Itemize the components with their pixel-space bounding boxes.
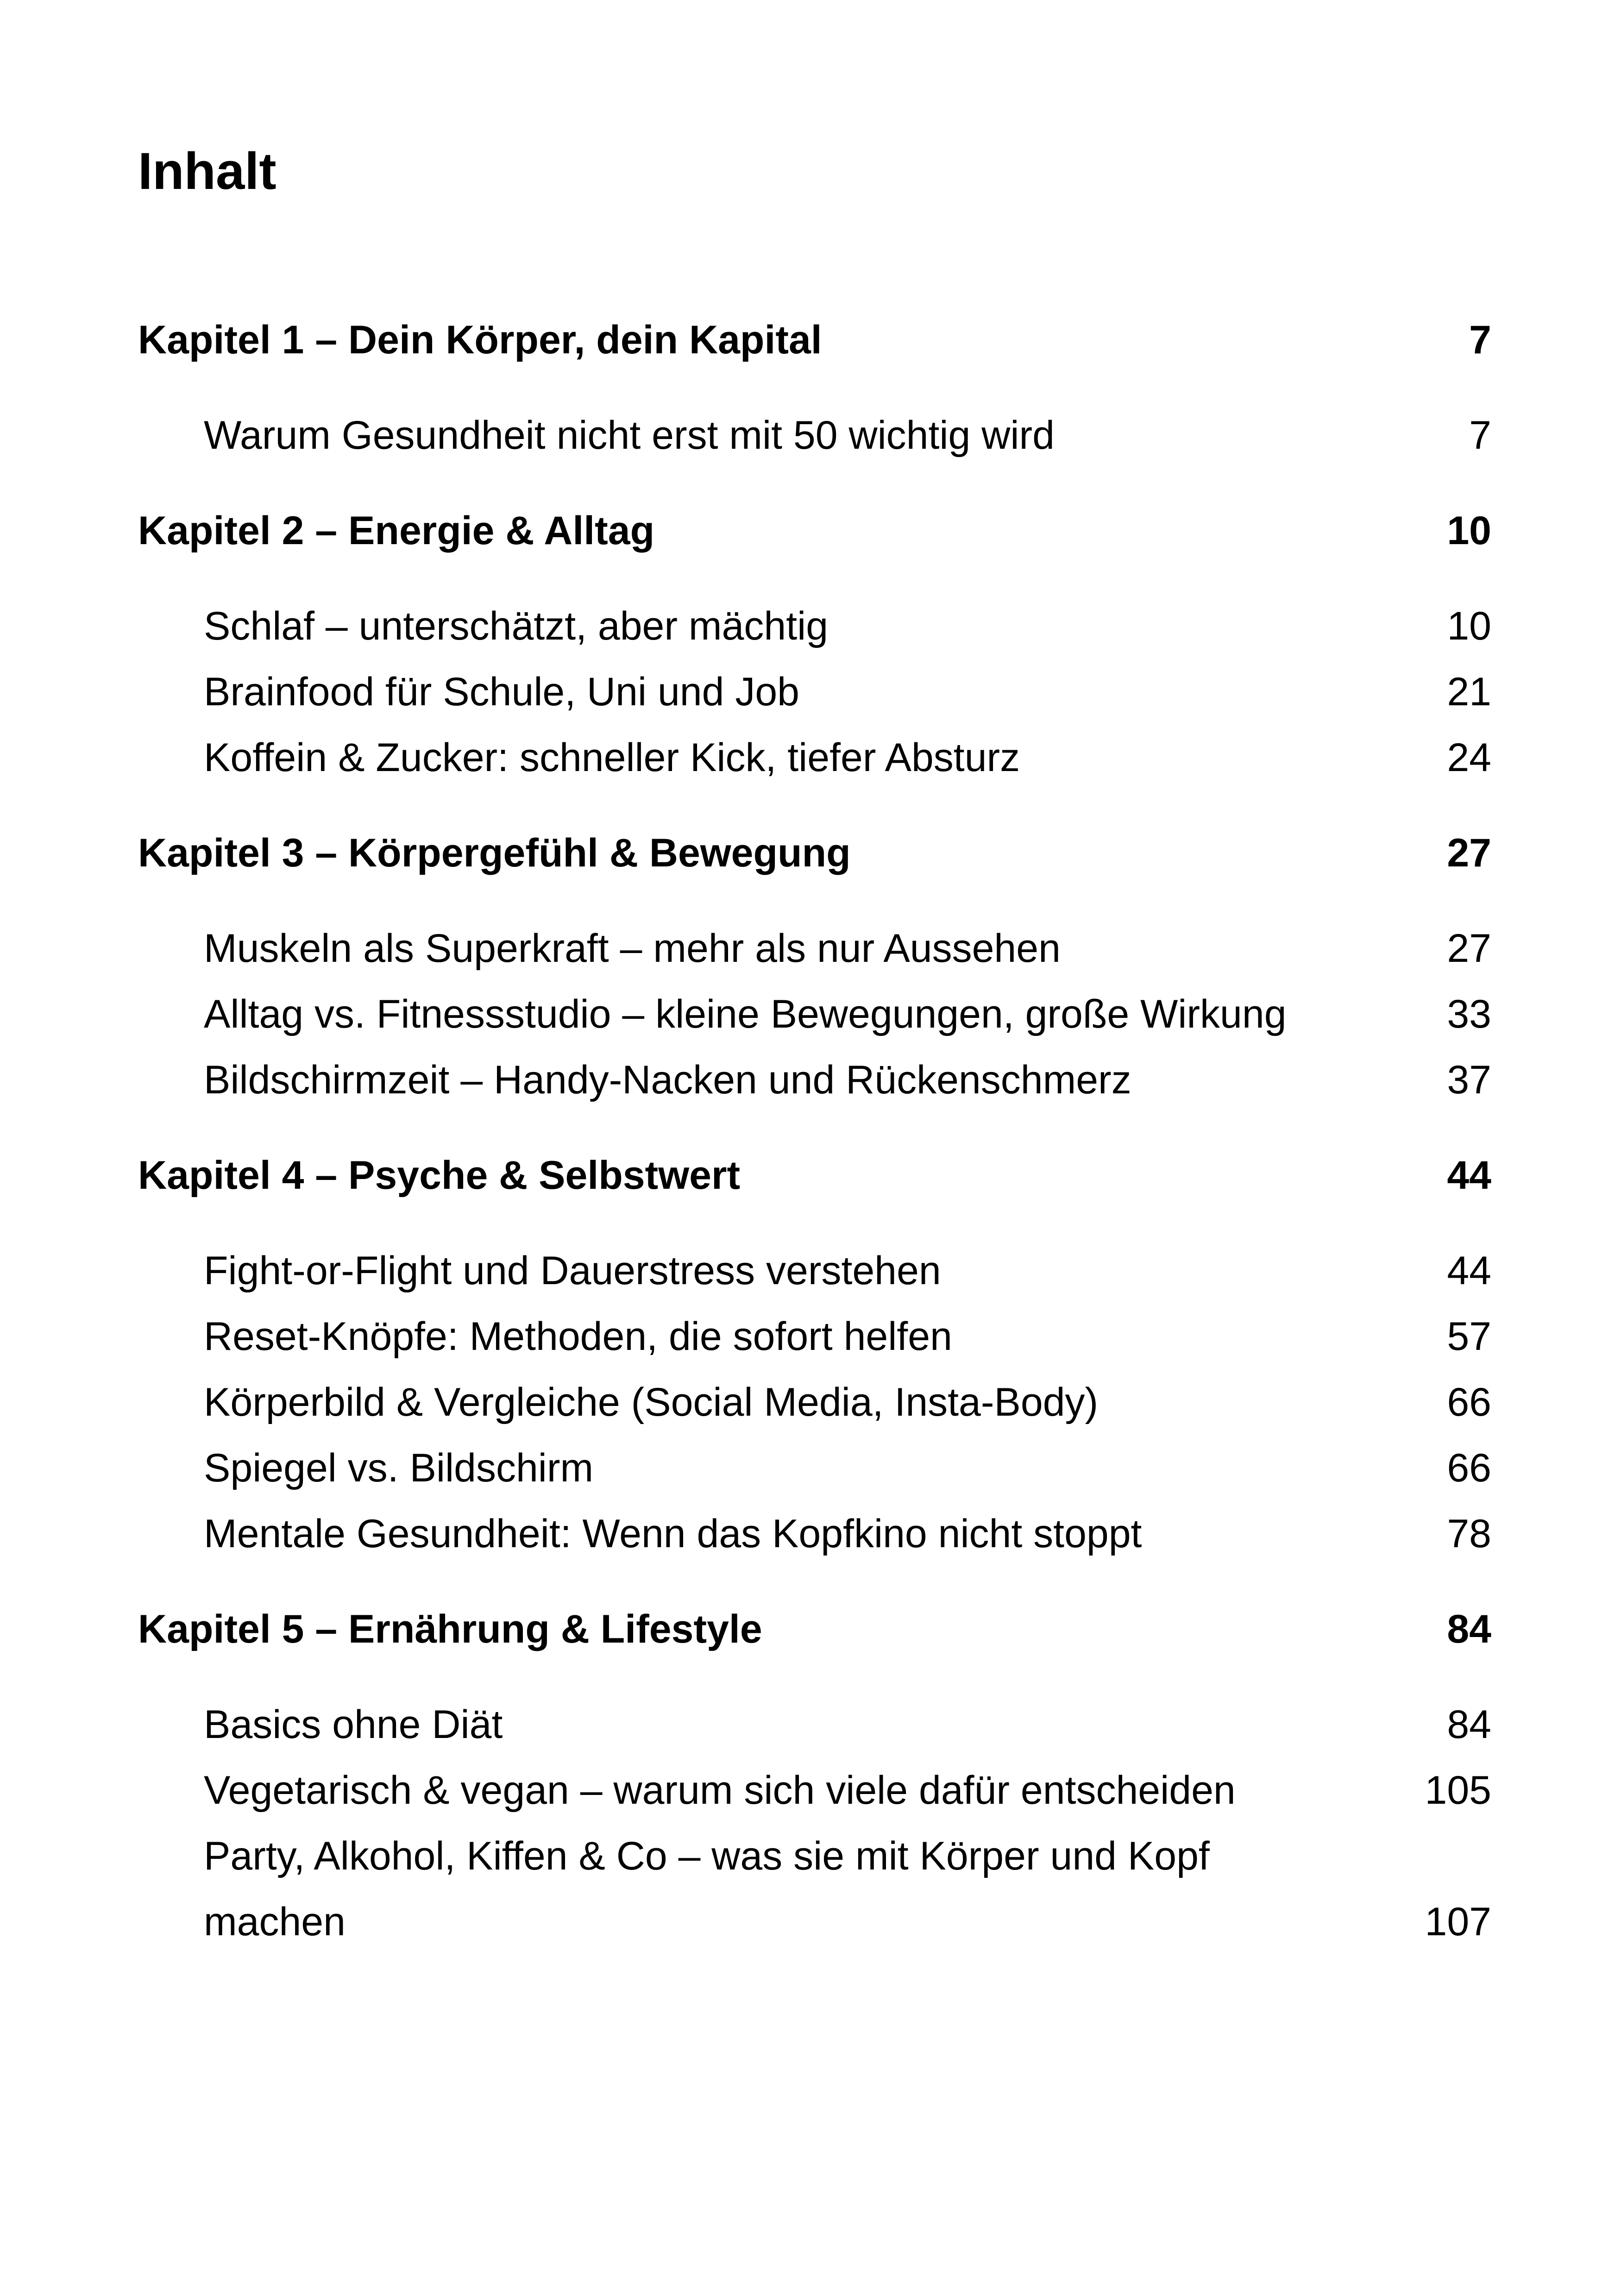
section-entry[interactable] [138, 402, 1491, 468]
section-title: Schlaf – unterschätzt, aber mächtig [204, 604, 829, 648]
section-page-number: 7 [1469, 413, 1491, 458]
section-page-number: 24 [1447, 735, 1491, 780]
section-title: Bildschirmzeit – Handy-Nacken und Rückenschmerz [204, 1058, 1131, 1102]
section-title: Reset-Knöpfe: Methoden, die sofort helfen [204, 1314, 952, 1359]
section-entry[interactable] [138, 1692, 1491, 1757]
section-entry[interactable] [138, 659, 1491, 725]
section-entry[interactable] [138, 1823, 1491, 1955]
chapter-entry[interactable] [138, 499, 1491, 563]
chapter-title: Kapitel 4 – Psyche & Selbstwert [138, 1153, 741, 1198]
table-of-contents [138, 308, 1491, 1955]
page-title: Inhalt [138, 142, 276, 200]
section-page-number: 33 [1447, 992, 1491, 1036]
chapter-title: Kapitel 2 – Energie & Alltag [138, 508, 655, 553]
section-list [138, 593, 1491, 790]
section-title: Fight-or-Flight und Dauerstress verstehen [204, 1248, 941, 1293]
chapter-page-number: 44 [1447, 1153, 1491, 1198]
chapter-title: Kapitel 1 – Dein Körper, dein Kapital [138, 318, 822, 362]
section-title: Party, Alkohol, Kiffen & Co – was sie mit Körper und Kopf machen [204, 1834, 1210, 1944]
section-title: Körperbild & Vergleiche (Social Media, Insta-Body) [204, 1380, 1099, 1424]
section-title: Warum Gesundheit nicht erst mit 50 wichtig wird [204, 413, 1055, 458]
section-page-number: 84 [1447, 1702, 1491, 1747]
section-page-number: 44 [1447, 1248, 1491, 1293]
chapter-page-number: 10 [1447, 508, 1491, 553]
section-title: Vegetarisch & vegan – warum sich viele dafür entscheiden [204, 1768, 1236, 1813]
section-entry[interactable] [138, 725, 1491, 790]
chapter-4 [138, 1143, 1491, 1567]
section-page-number: 37 [1447, 1058, 1491, 1102]
chapter-page-number: 27 [1447, 831, 1491, 875]
section-page-number: 21 [1447, 670, 1491, 714]
section-page-number: 66 [1447, 1446, 1491, 1490]
chapter-entry[interactable] [138, 1143, 1491, 1207]
chapter-1 [138, 308, 1491, 468]
section-title: Mentale Gesundheit: Wenn das Kopfkino nicht stoppt [204, 1512, 1142, 1556]
section-entry[interactable] [138, 1435, 1491, 1501]
chapter-page-number: 7 [1469, 318, 1491, 362]
section-page-number: 105 [1425, 1768, 1491, 1813]
section-page-number: 10 [1447, 604, 1491, 648]
chapter-5 [138, 1597, 1491, 1955]
section-entry[interactable] [138, 916, 1491, 981]
chapter-3 [138, 821, 1491, 1113]
section-entry[interactable] [138, 1304, 1491, 1369]
section-title: Muskeln als Superkraft – mehr als nur Aussehen [204, 926, 1061, 971]
chapter-entry[interactable] [138, 1597, 1491, 1661]
section-title: Alltag vs. Fitnessstudio – kleine Bewegungen, große Wirkung [204, 992, 1287, 1036]
section-entry[interactable] [138, 981, 1491, 1047]
section-title: Spiegel vs. Bildschirm [204, 1446, 594, 1490]
section-list [138, 1692, 1491, 1955]
section-entry[interactable] [138, 1047, 1491, 1113]
chapter-2 [138, 499, 1491, 790]
section-title: Basics ohne Diät [204, 1702, 503, 1747]
section-page-number: 27 [1447, 926, 1491, 971]
section-entry[interactable] [138, 1238, 1491, 1304]
chapter-entry[interactable] [138, 308, 1491, 372]
section-page-number: 107 [1425, 1900, 1491, 1944]
section-page-number: 66 [1447, 1380, 1491, 1424]
section-list [138, 916, 1491, 1113]
section-list [138, 1238, 1491, 1567]
section-list [138, 402, 1491, 468]
section-entry[interactable] [138, 1501, 1491, 1567]
section-title: Brainfood für Schule, Uni und Job [204, 670, 800, 714]
section-entry[interactable] [138, 593, 1491, 659]
chapter-title: Kapitel 3 – Körpergefühl & Bewegung [138, 831, 851, 875]
chapter-page-number: 84 [1447, 1607, 1491, 1651]
section-page-number: 78 [1447, 1512, 1491, 1556]
section-title: Koffein & Zucker: schneller Kick, tiefer Absturz [204, 735, 1020, 780]
section-entry[interactable] [138, 1369, 1491, 1435]
chapter-entry[interactable] [138, 821, 1491, 885]
section-page-number: 57 [1447, 1314, 1491, 1359]
section-entry[interactable] [138, 1757, 1491, 1823]
chapter-title: Kapitel 5 – Ernährung & Lifestyle [138, 1607, 762, 1651]
